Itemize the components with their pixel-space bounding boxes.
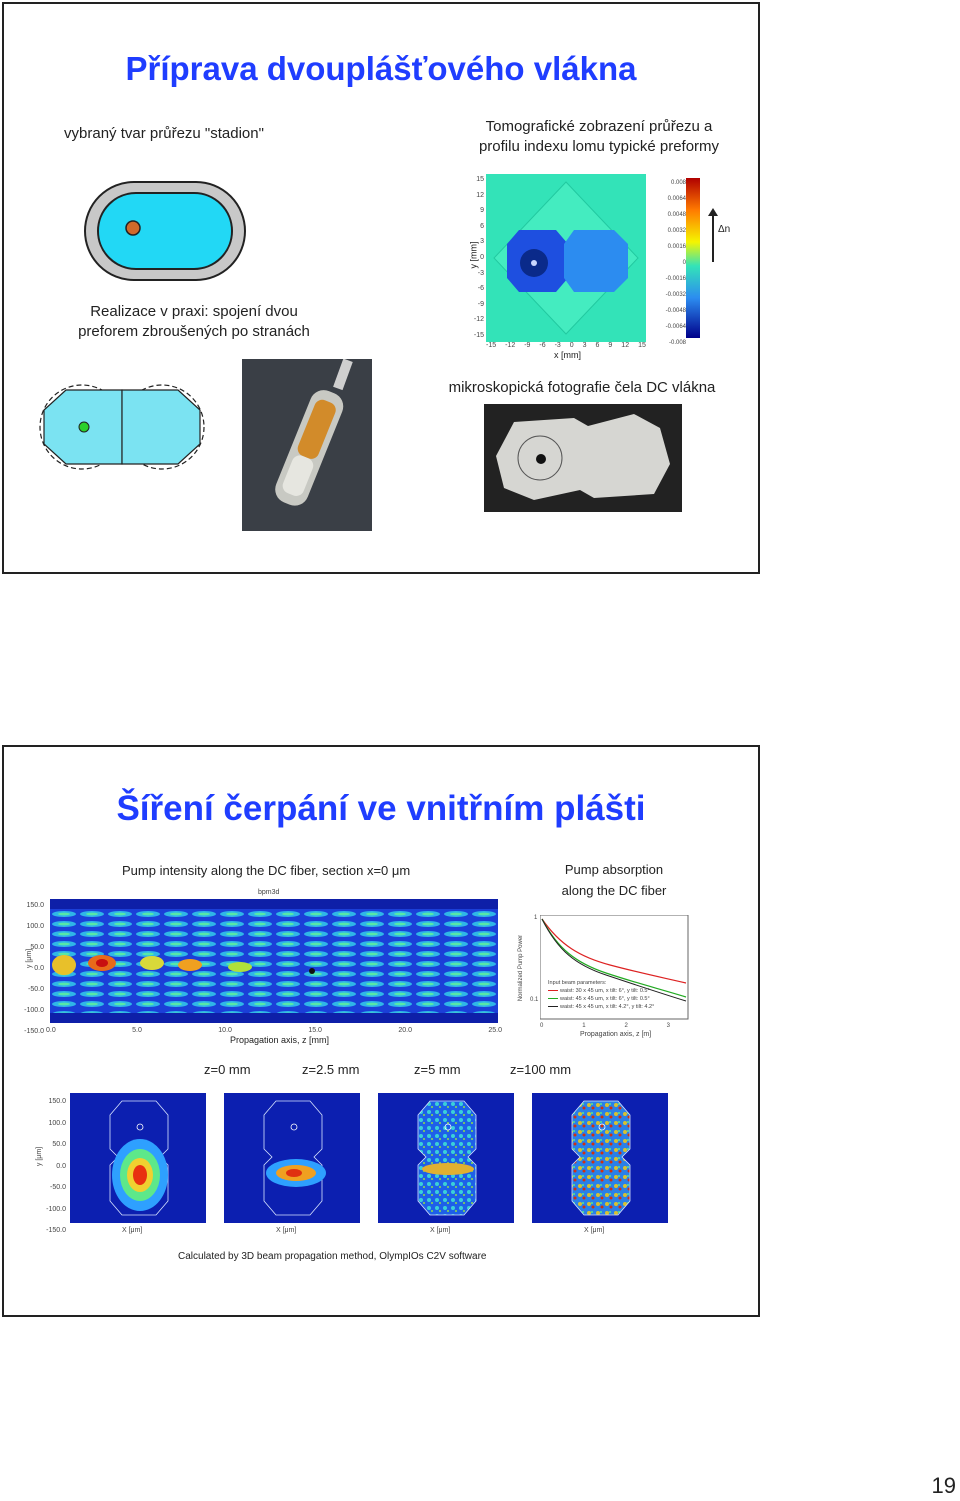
page-number: 19 — [931, 1473, 956, 1498]
abs-y-tick-top: 1 — [534, 915, 538, 921]
stadium-cross-section-diagram — [82, 179, 248, 283]
pump-absorption-chart — [518, 911, 694, 1041]
slide-title: Příprava dvouplášťového vlákna — [125, 50, 637, 87]
cross-section-z100 — [532, 1093, 668, 1223]
abs-legend-item: waist: 45 x 45 um, x tilt: 4.2°, y tilt: 4.2° — [548, 1003, 654, 1011]
abs-legend-title: Input beam parameters: — [548, 980, 607, 986]
section-x-label: X [μm] — [122, 1227, 143, 1234]
slide-preform-preparation — [2, 2, 760, 574]
microscope-caption: mikroskopická fotografie čela DC vlákna — [448, 379, 716, 396]
figure-footer-caption: Calculated by 3D beam propagation method, OlympIOs C2V software — [178, 1251, 487, 1262]
section-x-label: X [μm] — [276, 1227, 297, 1234]
delta-n-label: Δn — [718, 224, 731, 235]
tomography-heatmap — [464, 172, 732, 362]
pump-absorption-caption-line1: Pump absorption — [564, 862, 664, 877]
tomography-caption — [444, 117, 754, 157]
cross-section-row — [18, 1087, 678, 1237]
abs-y-label: Normalized Pump Power — [518, 934, 525, 1002]
slide-pump-propagation — [2, 745, 760, 1317]
section-x-label: X [μm] — [430, 1227, 451, 1234]
tomography-figure — [464, 172, 732, 362]
dc-fiber-microphoto — [484, 404, 682, 512]
abs-legend-item: waist: 45 x 45 um, x tilt: 6°, y tilt: 0.5° — [548, 995, 654, 1003]
tomography-caption-line1: Tomografické zobrazení průřezu a — [485, 118, 713, 135]
section-label-z2-5: z=2.5 mm — [302, 1062, 360, 1077]
tomography-y-ticks: 15 12 9 6 3 0 -3 -6 -9 -12 -15 — [473, 176, 484, 339]
abs-legend — [548, 979, 654, 1011]
practice-caption — [54, 302, 334, 342]
cross-section-z0 — [70, 1093, 206, 1223]
pump-x-ticks: 0.0 5.0 10.0 15.0 20.0 25.0 — [46, 1027, 502, 1034]
tomography-x-label: x [mm] — [554, 350, 581, 360]
slide-title: Šíření čerpání ve vnitřním plášti — [116, 789, 646, 828]
pump-absorption-caption — [544, 859, 684, 901]
tomography-y-label: y [mm] — [468, 241, 479, 269]
section-y-label: y [μm] — [36, 1146, 44, 1167]
cross-section-z5 — [378, 1093, 514, 1223]
pump-y-label: y [μm] — [26, 948, 34, 969]
joined-preforms-diagram — [38, 382, 206, 472]
tomography-caption-line2: profilu indexu lomu typické preformy — [478, 138, 720, 155]
section-x-label: X [μm] — [584, 1227, 605, 1234]
abs-x-label: Propagation axis, z [m] — [580, 1031, 652, 1038]
practice-caption-line1: Realizace v praxi: spojení dvou — [90, 303, 298, 320]
section-y-ticks: 150.0 100.0 50.0 0.0 -50.0 -100.0 -150.0 — [46, 1098, 66, 1234]
colorbar-ticks: 0.008 0.0064 0.0048 0.0032 0.0016 0 -0.0016 -0.0032 -0.0048 -0.0064 -0.008 — [665, 180, 686, 346]
pump-y-ticks: 150.0 100.0 50.0 0.0 -50.0 -100.0 -150.0 — [24, 902, 44, 1035]
stadium-caption: vybraný tvar průřezu "stadion" — [64, 125, 264, 142]
pump-intensity-caption: Pump intensity along the DC fiber, section x=0 μm — [122, 863, 411, 878]
pump-absorption-caption-line2: along the DC fiber — [561, 883, 667, 898]
pump-intensity-heatmap — [50, 899, 498, 1023]
abs-x-ticks: 0 1 2 3 — [540, 1023, 670, 1029]
practice-caption-line2: preforem zbroušených po stranách — [78, 323, 310, 340]
tomography-x-ticks: -15 -12 -9 -6 -3 0 3 6 9 12 15 — [486, 342, 646, 349]
section-label-z5: z=5 mm — [414, 1062, 461, 1077]
section-label-z100: z=100 mm — [510, 1062, 572, 1077]
bpm-label: bpm3d — [258, 889, 280, 896]
abs-legend-item: waist: 30 x 45 um, x tilt: 6°, y tilt: 0.5° — [548, 987, 654, 995]
section-label-z0: z=0 mm — [204, 1062, 251, 1077]
abs-y-tick-bottom: 0.1 — [530, 997, 539, 1003]
pump-intensity-figure — [18, 885, 508, 1047]
cross-section-z2-5 — [224, 1093, 360, 1223]
pump-x-label: Propagation axis, z [mm] — [230, 1035, 330, 1045]
preform-photo — [242, 359, 372, 531]
